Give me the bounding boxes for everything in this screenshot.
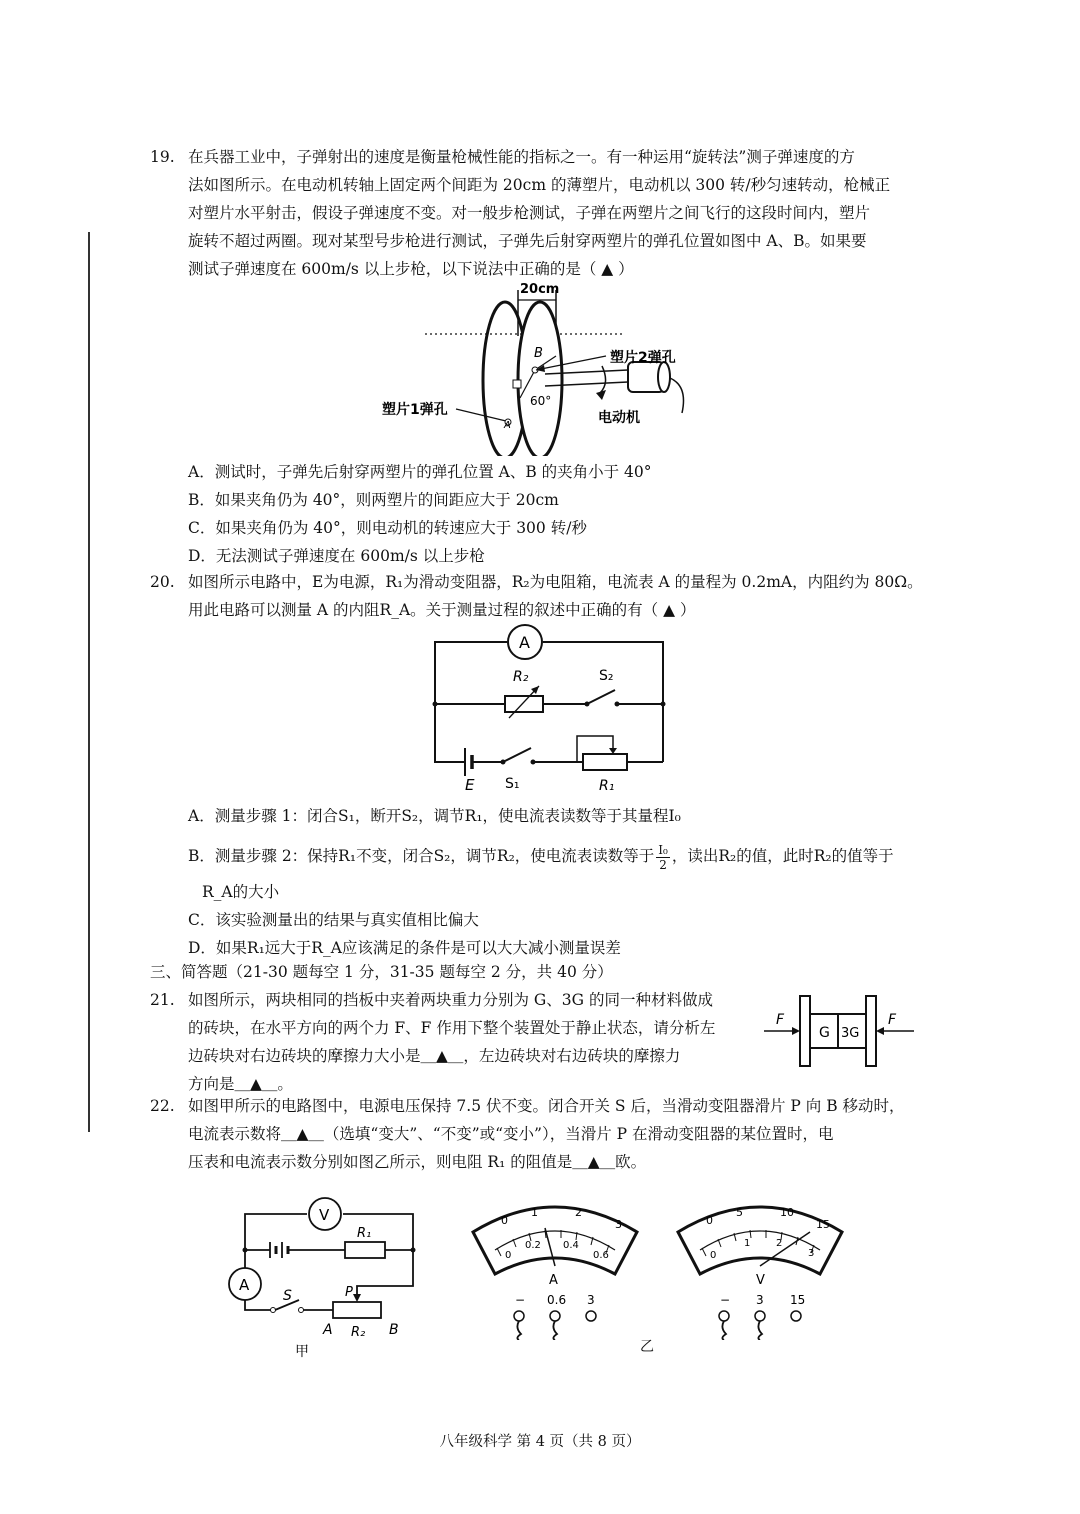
switch-s2: [587, 690, 615, 704]
circuit-figure-jia: [225, 1192, 435, 1360]
ammeter-dial: [465, 1190, 645, 1340]
motor-label: 电动机: [598, 410, 640, 426]
question-text-line: 法如图所示。在电动机转轴上固定两个间距为 20cm 的薄塑片，电动机以 300 转/秒匀速转动，枪械正: [188, 176, 891, 194]
scale-top: 5: [736, 1206, 743, 1219]
binding-margin-line: [88, 232, 90, 1132]
force-left-label: F: [776, 1012, 785, 1028]
option-b-text: ，读出R₂的值，此时R₂的值等于: [671, 847, 894, 865]
question-text-line: 在兵器工业中，子弹射出的速度是衡量枪械性能的指标之一。有一种运用“旋转法”测子弹速度的方: [188, 148, 855, 166]
angle-label: 60°: [530, 394, 552, 408]
question-text-line: 压表和电流表示数分别如图乙所示，则电阻 R₁ 的阻值是＿▲＿欧。: [188, 1153, 647, 1171]
option-c: C．该实验测量出的结果与真实值相比偏大: [188, 910, 479, 929]
question-text-line: 用此电路可以测量 A 的内阻R_A。关于测量过程的叙述中正确的有（ ▲ ）: [188, 601, 696, 619]
question-number: 20.: [150, 573, 175, 591]
question-text-line: 对塑片水平射击，假设子弹速度不变。对一般步枪测试，子弹在两塑片之间飞行的这段时间内，塑片: [188, 204, 871, 222]
option-d: D．如果R₁远大于R_A应该满足的条件是可以大大减小测量误差: [188, 938, 621, 957]
brick-g-label: G: [819, 1025, 830, 1041]
scale-bottom: 0.2: [525, 1240, 541, 1251]
question-21: [150, 986, 750, 1098]
circuit-figure-q20: [425, 624, 675, 796]
section-title: 三、简答题（21-30 题每空 1 分，31-35 题每空 2 分，共 40 分）: [150, 963, 613, 981]
option-b-text: B．测量步骤 2：保持R₁不变，闭合S₂，调节R₂，使电流表读数等于: [188, 847, 655, 865]
scale-top: 10: [780, 1206, 794, 1219]
terminal-label: 3: [756, 1293, 764, 1307]
scale-bottom: 1: [744, 1238, 751, 1249]
rheostat-r1: [583, 754, 627, 770]
rotating-disk-figure: [370, 278, 710, 456]
scale-top: 1: [531, 1206, 538, 1219]
question-text-line: 如图所示电路中，E为电源，R₁为滑动变阻器，R₂为电阻箱，电流表 A 的量程为 0.2mA，内阻约为 80Ω。: [188, 573, 923, 591]
fraction: [656, 843, 670, 872]
question-19: [150, 143, 940, 283]
question-number: 19.: [150, 148, 175, 166]
terminal-label: −: [720, 1293, 731, 1307]
question-number: 21.: [150, 991, 175, 1009]
question-20-options: [150, 802, 940, 962]
scale-bottom: 3: [808, 1248, 815, 1259]
scale-bottom: 2: [776, 1238, 783, 1249]
r1-label: R₁: [599, 778, 615, 794]
hole1-label: 塑片1弹孔: [382, 402, 448, 418]
scale-top: 0: [501, 1214, 508, 1227]
question-22: [150, 1092, 940, 1176]
rheostat-r2: [333, 1302, 381, 1318]
option-d: D．无法测试子弹速度在 600m/s 以上步枪: [188, 547, 485, 565]
ammeter-label: A: [519, 633, 530, 652]
terminal-icon: [586, 1311, 596, 1321]
scale-top: 2: [575, 1206, 582, 1219]
option-a: A．测量步骤 1：闭合S₁，断开S₂，调节R₁，使电流表读数等于其量程I₀: [188, 807, 681, 825]
fraction-numerator: I₀: [658, 842, 668, 857]
slider-p-label: P: [345, 1285, 353, 1300]
end-a-label: A: [323, 1322, 333, 1338]
resistance-box-r2: [505, 696, 543, 712]
option-b-continued: R_A的大小: [202, 882, 280, 901]
question-text-line: 的砖块，在水平方向的两个力 F、F 作用下整个装置处于静止状态，请分析左: [188, 1019, 716, 1037]
terminal-icon: [514, 1311, 524, 1321]
r1-label: R₁: [357, 1226, 372, 1241]
terminal-label: 0.6: [547, 1293, 567, 1307]
question-19-options: [150, 458, 940, 570]
switch-s-label: S: [283, 1288, 292, 1304]
s1-label: S₁: [505, 776, 520, 792]
option-a: A．测试时，子弹先后射穿两塑片的弹孔位置 A、B 的夹角小于 40°: [188, 463, 652, 481]
question-text-line: 电流表示数将＿▲＿（选填“变大”、“不变”或“变小”），当滑片 P 在滑动变阻器的某位置时，电: [188, 1125, 834, 1143]
scale-bottom: 0.6: [593, 1250, 609, 1261]
force-right-label: F: [888, 1012, 897, 1028]
fraction-denominator: 2: [659, 857, 667, 872]
point-b-label: B: [534, 346, 543, 361]
option-b: [150, 842, 940, 872]
terminal-label: 3: [587, 1293, 595, 1307]
figure-yi-caption: 乙: [640, 1339, 654, 1355]
scale-bottom: 0: [505, 1250, 512, 1261]
option-b: B．如果夹角仍为 40°，则两塑片的间距应大于 20cm: [188, 491, 559, 509]
terminal-icon: [550, 1311, 560, 1321]
brick-3g-label: 3G: [841, 1026, 860, 1041]
right-board: [866, 996, 876, 1066]
left-board: [800, 996, 810, 1066]
terminal-icon: [719, 1311, 729, 1321]
scale-top: 15: [816, 1218, 830, 1231]
question-text-line: 方向是＿▲＿。: [188, 1075, 293, 1093]
scale-bottom: 0: [710, 1250, 717, 1261]
r2-label: R₂: [351, 1325, 366, 1340]
ammeter-label: A: [239, 1276, 250, 1294]
scale-top: 3: [615, 1218, 622, 1231]
terminal-label: 15: [790, 1293, 806, 1307]
terminal-label: −: [515, 1293, 526, 1307]
question-number: 22.: [150, 1097, 175, 1115]
s2-label: S₂: [599, 668, 614, 684]
section-3-heading: [150, 958, 940, 986]
terminal-icon: [791, 1311, 801, 1321]
voltmeter-dial: [670, 1190, 850, 1340]
r2-label: R₂: [513, 669, 529, 685]
question-text-line: 如图甲所示的电路图中，电源电压保持 7.5 伏不变。闭合开关 S 后，当滑动变阻器滑片 P 向 B 移动时，: [188, 1097, 905, 1115]
voltmeter-label: V: [319, 1206, 330, 1224]
dimension-label: 20cm: [520, 282, 560, 297]
page-footer: 八年级科学 第 4 页（共 8 页）: [439, 1434, 641, 1450]
question-text-line: 边砖块对右边砖块的摩擦力大小是＿▲＿，左边砖块对右边砖块的摩擦力: [188, 1047, 681, 1065]
switch-s1: [503, 748, 531, 762]
source-e-label: E: [465, 776, 475, 794]
question-text-line: 旋转不超过两圈。现对某型号步枪进行测试，子弹先后射穿两塑片的弹孔位置如图中 A、B。如果要: [188, 232, 867, 250]
plastic-disk-2: [518, 302, 562, 456]
scale-top: 0: [706, 1214, 713, 1227]
question-text-line: 如图所示，两块相同的挡板中夹着两块重力分别为 G、3G 的同一种材料做成: [188, 991, 713, 1009]
question-20: [150, 568, 940, 624]
voltmeter-letter: V: [756, 1273, 765, 1288]
terminal-icon: [755, 1311, 765, 1321]
figure-jia-caption: 甲: [295, 1344, 309, 1360]
point-a-label: A: [504, 420, 511, 431]
resistor-r1: [345, 1242, 385, 1258]
option-c: C．如果夹角仍为 40°，则电动机的转速应大于 300 转/秒: [188, 519, 587, 537]
scale-bottom: 0.4: [563, 1240, 579, 1251]
ammeter-letter: A: [549, 1273, 558, 1288]
hole2-label: 塑片2弹孔: [610, 350, 676, 366]
end-b-label: B: [389, 1322, 399, 1338]
bricks-figure: [760, 990, 920, 1072]
question-text-line: 测试子弹速度在 600m/s 以上步枪，以下说法中正确的是（ ▲ ）: [188, 260, 634, 278]
